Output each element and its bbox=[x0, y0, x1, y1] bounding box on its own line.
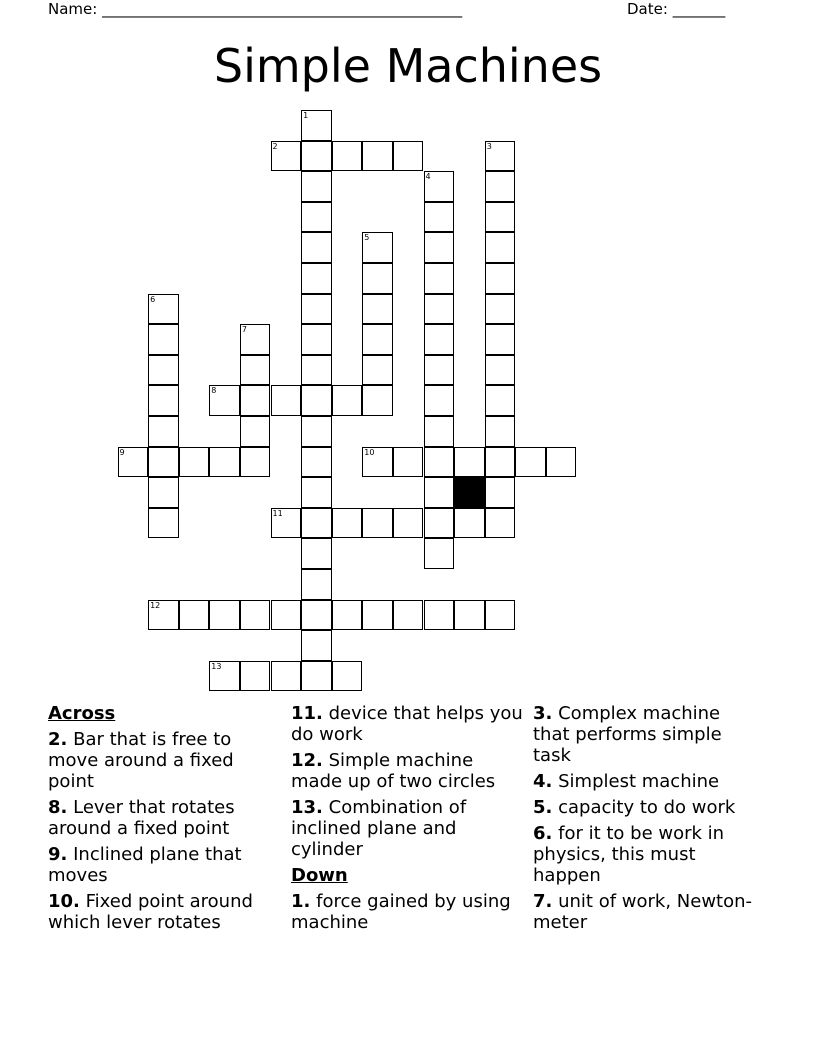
grid-cell[interactable] bbox=[301, 355, 332, 386]
grid-cell[interactable] bbox=[362, 141, 393, 172]
clue-down-7: 7. unit of work, Newton-meter bbox=[533, 891, 753, 933]
grid-cell[interactable] bbox=[118, 447, 149, 478]
grid-cell[interactable] bbox=[424, 447, 455, 478]
clue-across-11: 11. device that helps you do work bbox=[291, 703, 523, 745]
grid-cell[interactable] bbox=[240, 416, 271, 447]
grid-cell[interactable] bbox=[362, 294, 393, 325]
grid-cell[interactable] bbox=[148, 447, 179, 478]
grid-cell[interactable] bbox=[301, 324, 332, 355]
grid-cell[interactable] bbox=[485, 232, 516, 263]
grid-cell[interactable] bbox=[301, 110, 332, 141]
clue-number-9: 9 bbox=[119, 447, 125, 457]
grid-cell[interactable] bbox=[301, 447, 332, 478]
clue-number-10: 10 bbox=[364, 447, 375, 457]
grid-cell[interactable] bbox=[424, 600, 455, 631]
clue-number-4: 4 bbox=[425, 172, 431, 182]
grid-cell[interactable] bbox=[424, 263, 455, 294]
grid-cell[interactable] bbox=[271, 508, 302, 539]
grid-cell[interactable] bbox=[148, 416, 179, 447]
grid-cell[interactable] bbox=[424, 294, 455, 325]
grid-cell[interactable] bbox=[271, 661, 302, 692]
name-line[interactable]: ________________________________________________ bbox=[102, 0, 463, 18]
grid-cell[interactable] bbox=[362, 600, 393, 631]
grid-cell[interactable] bbox=[148, 355, 179, 386]
grid-cell[interactable] bbox=[424, 324, 455, 355]
clues-column-1 bbox=[48, 703, 273, 938]
grid-cell[interactable] bbox=[362, 232, 393, 263]
grid-cell[interactable] bbox=[148, 600, 179, 631]
grid-cell[interactable] bbox=[240, 355, 271, 386]
grid-cell[interactable] bbox=[362, 447, 393, 478]
grid-cell[interactable] bbox=[179, 447, 210, 478]
grid-cell[interactable] bbox=[209, 661, 240, 692]
clue-number-8: 8 bbox=[211, 386, 217, 396]
clue-across-2: 2. Bar that is free to move around a fixed point bbox=[48, 729, 234, 792]
grid-cell[interactable] bbox=[424, 477, 455, 508]
black-square bbox=[454, 477, 485, 508]
grid-cell[interactable] bbox=[485, 600, 516, 631]
grid-cell[interactable] bbox=[485, 263, 516, 294]
grid-cell[interactable] bbox=[424, 385, 455, 416]
clue-number-6: 6 bbox=[150, 294, 156, 304]
grid-cell[interactable] bbox=[301, 477, 332, 508]
date-label: Date: bbox=[627, 0, 668, 18]
grid-cell[interactable] bbox=[301, 202, 332, 233]
grid-cell[interactable] bbox=[485, 294, 516, 325]
grid-cell[interactable] bbox=[332, 141, 363, 172]
grid-cell[interactable] bbox=[393, 447, 424, 478]
grid-cell[interactable] bbox=[301, 232, 332, 263]
grid-cell[interactable] bbox=[301, 294, 332, 325]
clue-number-13: 13 bbox=[211, 661, 222, 671]
grid-cell[interactable] bbox=[301, 538, 332, 569]
clue-down-6: 6. for it to be work in physics, this must happen bbox=[533, 823, 725, 886]
grid-cell[interactable] bbox=[301, 630, 332, 661]
grid-cell[interactable] bbox=[301, 171, 332, 202]
clue-number-1: 1 bbox=[303, 111, 309, 120]
grid-cell[interactable] bbox=[393, 508, 424, 539]
grid-cell[interactable] bbox=[485, 508, 516, 539]
date-line[interactable]: _______ bbox=[672, 0, 726, 18]
clue-down-5: 5. capacity to do work bbox=[533, 797, 736, 818]
grid-cell[interactable] bbox=[332, 661, 363, 692]
grid-cell[interactable] bbox=[301, 600, 332, 631]
grid-cell[interactable] bbox=[240, 447, 271, 478]
clue-number-12: 12 bbox=[150, 600, 161, 610]
grid-cell[interactable] bbox=[393, 600, 424, 631]
grid-cell[interactable] bbox=[485, 324, 516, 355]
clue-across-9: 9. Inclined plane that moves bbox=[48, 844, 242, 886]
clue-down-3: 3. Complex machine that performs simple task bbox=[533, 703, 722, 766]
clue-number-7: 7 bbox=[241, 325, 247, 335]
grid-cell[interactable] bbox=[424, 416, 455, 447]
grid-cell[interactable] bbox=[332, 508, 363, 539]
grid-cell[interactable] bbox=[148, 324, 179, 355]
clues-column-3 bbox=[533, 703, 755, 938]
grid-cell[interactable] bbox=[301, 569, 332, 600]
grid-cell[interactable] bbox=[485, 416, 516, 447]
grid-cell[interactable] bbox=[515, 447, 546, 478]
clue-number-3: 3 bbox=[486, 141, 492, 151]
grid-cell[interactable] bbox=[179, 600, 210, 631]
grid-cell[interactable] bbox=[271, 385, 302, 416]
grid-cell[interactable] bbox=[485, 355, 516, 386]
grid-cell[interactable] bbox=[362, 263, 393, 294]
grid-cell[interactable] bbox=[485, 202, 516, 233]
grid-cell[interactable] bbox=[362, 508, 393, 539]
clue-down-1: 1. force gained by using machine bbox=[291, 891, 511, 933]
grid-cell[interactable] bbox=[485, 447, 516, 478]
grid-cell[interactable] bbox=[332, 600, 363, 631]
grid-cell[interactable] bbox=[454, 508, 485, 539]
grid-cell[interactable] bbox=[485, 477, 516, 508]
grid-cell[interactable] bbox=[362, 385, 393, 416]
grid-cell[interactable] bbox=[148, 385, 179, 416]
grid-cell[interactable] bbox=[301, 385, 332, 416]
across-heading: Across bbox=[48, 703, 116, 724]
grid-cell[interactable] bbox=[301, 661, 332, 692]
grid-cell[interactable] bbox=[424, 202, 455, 233]
grid-cell[interactable] bbox=[362, 324, 393, 355]
grid-cell[interactable] bbox=[424, 355, 455, 386]
clue-across-12: 12. Simple machine made up of two circles bbox=[291, 750, 496, 792]
grid-cell[interactable] bbox=[271, 600, 302, 631]
grid-cell[interactable] bbox=[454, 447, 485, 478]
grid-cell[interactable] bbox=[546, 447, 577, 478]
grid-cell[interactable] bbox=[240, 385, 271, 416]
grid-cell[interactable] bbox=[240, 661, 271, 692]
grid-cell[interactable] bbox=[332, 385, 363, 416]
grid-cell[interactable] bbox=[148, 294, 179, 325]
clue-across-10: 10. Fixed point around which lever rotates bbox=[48, 891, 253, 933]
grid-cell[interactable] bbox=[485, 141, 516, 172]
grid-cell[interactable] bbox=[424, 538, 455, 569]
grid-cell[interactable] bbox=[301, 416, 332, 447]
page-title: Simple Machines bbox=[213, 39, 603, 93]
clue-across-8: 8. Lever that rotates around a fixed point bbox=[48, 797, 235, 839]
grid-cell[interactable] bbox=[148, 508, 179, 539]
grid-cell[interactable] bbox=[362, 355, 393, 386]
grid-cell[interactable] bbox=[485, 385, 516, 416]
grid-cell[interactable] bbox=[424, 508, 455, 539]
clue-number-2: 2 bbox=[272, 141, 278, 151]
clue-down-4: 4. Simplest machine bbox=[533, 771, 720, 792]
grid-cell[interactable] bbox=[485, 171, 516, 202]
grid-cell[interactable] bbox=[454, 600, 485, 631]
grid-cell[interactable] bbox=[301, 141, 332, 172]
grid-cell[interactable] bbox=[209, 385, 240, 416]
grid-cell[interactable] bbox=[424, 171, 455, 202]
grid-cell[interactable] bbox=[393, 141, 424, 172]
clues-column-2 bbox=[291, 703, 527, 938]
grid-cell[interactable] bbox=[209, 447, 240, 478]
grid-cell[interactable] bbox=[271, 141, 302, 172]
grid-cell[interactable] bbox=[424, 232, 455, 263]
grid-cell[interactable] bbox=[301, 508, 332, 539]
grid-cell[interactable] bbox=[301, 263, 332, 294]
grid-cell[interactable] bbox=[148, 477, 179, 508]
clue-across-13: 13. Combination of inclined plane and cylinder bbox=[291, 797, 467, 860]
down-heading: Down bbox=[291, 865, 348, 886]
grid-cell[interactable] bbox=[240, 324, 271, 355]
name-label: Name: bbox=[48, 0, 98, 18]
grid-cell[interactable] bbox=[240, 600, 271, 631]
clue-number-11: 11 bbox=[272, 508, 283, 518]
clue-number-5: 5 bbox=[364, 233, 370, 243]
grid-cell[interactable] bbox=[209, 600, 240, 631]
